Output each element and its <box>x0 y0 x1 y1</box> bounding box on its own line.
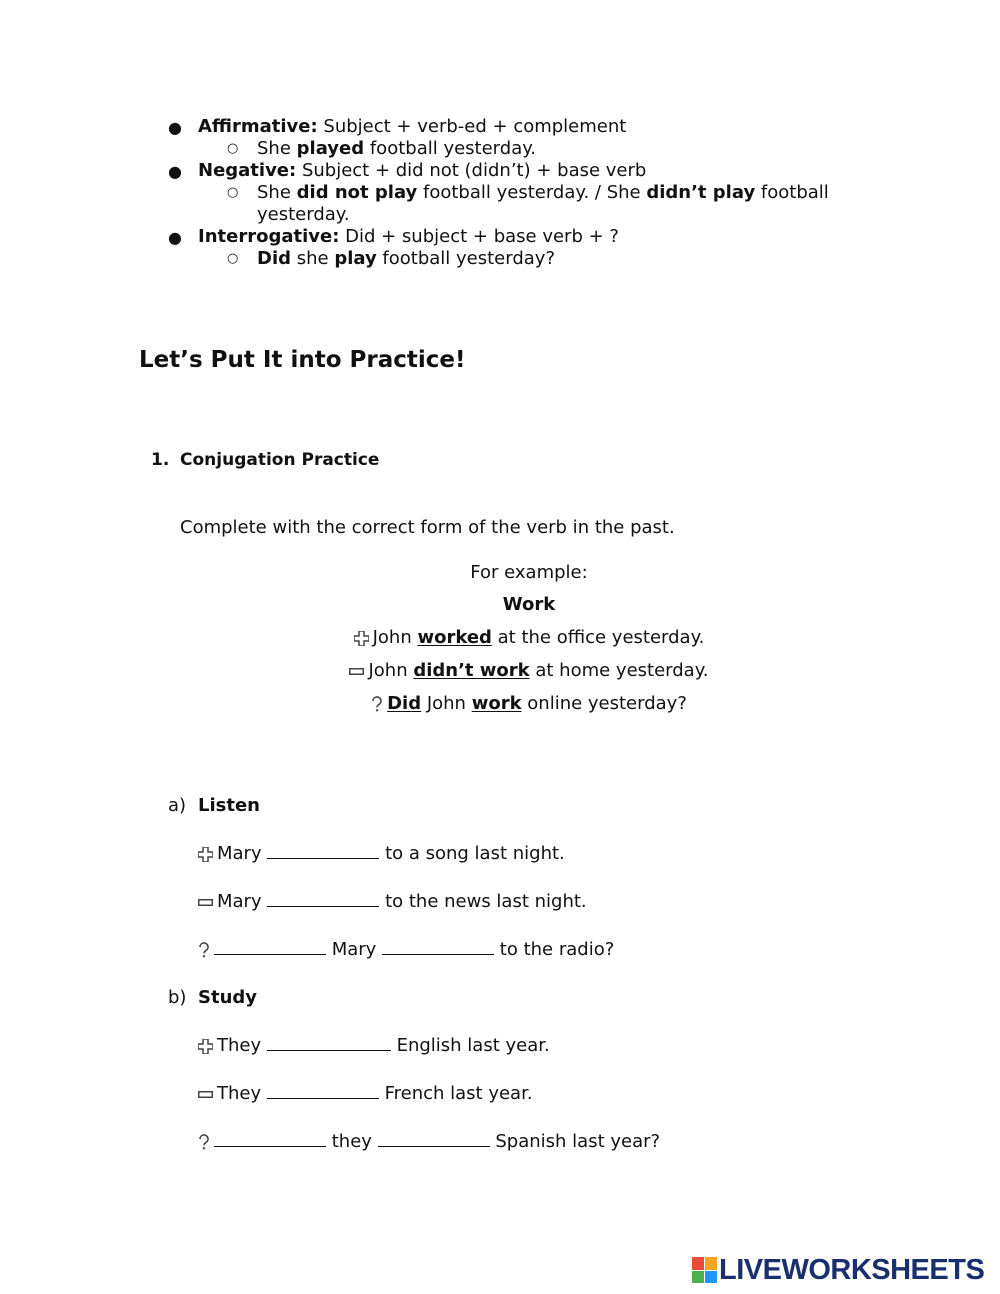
exercise-b-negative: They French last year. <box>198 1083 533 1105</box>
practice-title: Let’s Put It into Practice! <box>139 347 466 373</box>
exercise-a-positive: Mary to a song last night. <box>198 843 565 865</box>
sub-bullet-icon: ○ <box>227 251 239 266</box>
section-title: Conjugation Practice <box>180 450 380 470</box>
example-positive: John worked at the office yesterday. <box>0 627 1000 649</box>
interrogative-example: Did she play football yesterday? <box>257 248 556 269</box>
affirmative-example: She played football yesterday. <box>257 138 537 159</box>
answer-blank[interactable] <box>267 1084 379 1099</box>
negative-rule: Negative: Subject + did not (didn’t) + base verb <box>198 160 647 181</box>
affirmative-rule: Affirmative: Subject + verb-ed + complement <box>198 116 627 137</box>
bullet-icon: ● <box>168 228 182 247</box>
question-icon <box>198 942 210 958</box>
example-verb: Work <box>502 594 556 615</box>
answer-blank[interactable] <box>267 892 379 907</box>
bullet-icon: ● <box>168 118 182 137</box>
negative-example-cont: yesterday. <box>257 204 350 225</box>
answer-blank[interactable] <box>382 940 494 955</box>
plus-icon <box>198 847 213 862</box>
answer-blank[interactable] <box>267 844 379 859</box>
sub-bullet-icon: ○ <box>227 141 239 156</box>
exercise-b-letter: b) <box>168 987 187 1008</box>
logo-mark-icon <box>692 1257 716 1283</box>
sub-bullet-icon: ○ <box>227 185 239 200</box>
logo-text: LIVEWORKSHEETS <box>719 1253 985 1286</box>
question-icon <box>371 696 383 712</box>
instruction-text: Complete with the correct form of the verb in the past. <box>180 517 675 538</box>
bullet-icon: ● <box>168 162 182 181</box>
answer-blank[interactable] <box>214 940 326 955</box>
exercise-b-positive: They English last year. <box>198 1035 550 1057</box>
exercise-b-question: they Spanish last year? <box>198 1131 660 1153</box>
answer-blank[interactable] <box>378 1132 490 1147</box>
exercise-a-letter: a) <box>168 795 187 816</box>
minus-icon <box>349 668 364 675</box>
answer-blank[interactable] <box>214 1132 326 1147</box>
exercise-a-verb: Listen <box>198 795 260 816</box>
plus-icon <box>354 631 369 646</box>
example-negative: John didn’t work at home yesterday. <box>0 660 1000 682</box>
exercise-a-question: Mary to the radio? <box>198 939 614 961</box>
liveworksheets-logo <box>692 1252 984 1288</box>
exercise-a-negative: Mary to the news last night. <box>198 891 587 913</box>
minus-icon <box>198 1091 213 1098</box>
plus-icon <box>198 1039 213 1054</box>
question-icon <box>198 1134 210 1150</box>
section-number: 1. <box>151 450 170 470</box>
example-question: Did John work online yesterday? <box>0 693 1000 715</box>
minus-icon <box>198 899 213 906</box>
negative-example: She did not play football yesterday. / She didn’t play football <box>257 182 829 203</box>
example-intro: For example: <box>470 562 588 583</box>
interrogative-rule: Interrogative: Did + subject + base verb + ? <box>198 226 619 247</box>
exercise-b-verb: Study <box>198 987 258 1008</box>
answer-blank[interactable] <box>267 1036 391 1051</box>
